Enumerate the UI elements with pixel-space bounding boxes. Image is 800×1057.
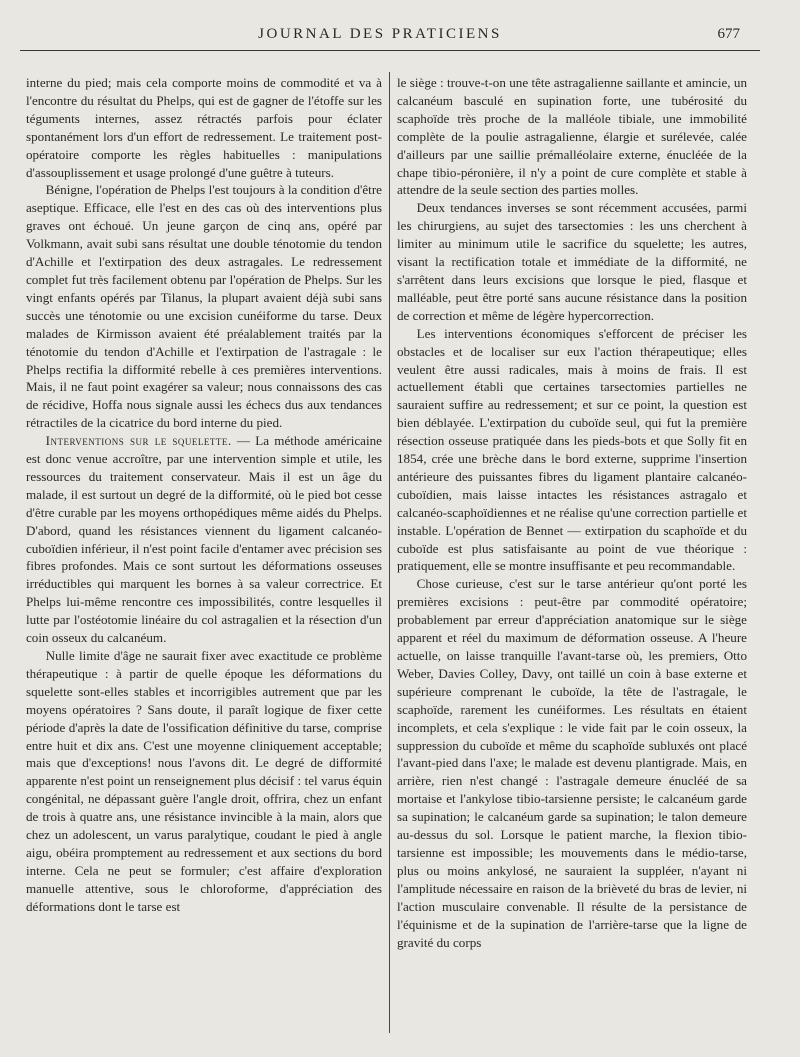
right-column (397, 74, 747, 1037)
paragraph: Nulle limite d'âge ne saurait fixer avec exactitude ce problème thérapeutique : à partir de quelle époque les déformations du squelette sont-elles stables et incorrigibles autrement que par les moyens opératoires ? Sans doute, il paraît logique de fixer cette période d'après la date de l'ossification définitive du tarse, comprise entre huit et dix ans. C'est une moyenne cliniquement acceptable; mais que d'exceptions! nous l'avons dit. Le degré de difformité apparente n'est point un renseignement plus décisif : tel varus équin congénital, ne dépassant guère l'angle droit, offrira, chez un enfant de trois à quatre ans, une résistance invincible à la main, alors que chez un adolescent, un varus paralytique, coudant le pied à angle aigu, obéira promptement au redressement et aux sections du bord interne. Cela ne peut se formuler; c'est affaire d'exploration manuelle attentive, sous le chloroforme, d'appréciation des déformations dont le tarse est (26, 648, 382, 914)
paragraph: Chose curieuse, c'est sur le tarse antérieur qu'ont porté les premières excisions : peut-être par commodité opératoire; probablement par erreur d'appréciation anatomique sur le siège apparent et réel du maximum de déformation osseuse. A l'heure actuelle, on laisse tranquille l'avant-tarse où, les premiers, Otto Weber, Davies Colley, Davy, ont taillé un coin à base externe et supérieure comprenant le cuboïde, la tête de l'astragale, le scaphoïde, rarement les cunéiformes. Les résultats en étaient incomplets, et cela s'explique : le vide fait par le coin osseux, la suppression du cuboïde et même du scaphoïde subluxés ont placé l'avant-pied dans l'axe; le malade est devenu plantigrade. Mais, en arrière, rien n'est changé : l'astragale demeure énucléé de sa mortaise et l'ankylose tibio-tarsienne persiste; le calcanéum garde sa supination; le calcanéum garde sa supination; le talon demeure au-dessus du sol. Lorsque le patient marche, la flexion tibio-tarsienne est impossible; les mouvements dans le médio-tarse, plus ou moins ankylosé, ne sauraient la suppléer, n'ayant ni l'amplitude nécessaire en raison de la brièveté du bras de levier, ni l'action musculaire convenable. Il résulte de la persistance de l'équinisme et de la supination de l'arrière-tarse que la ligne de gravité du corps (397, 576, 747, 950)
running-head (20, 26, 740, 48)
paragraph: Deux tendances inverses se sont récemment accusées, parmi les chirurgiens, au sujet des tarsectomies : les uns cherchent à limiter au minimum utile le sacrifice du squelette; les autres, visant la rectification totale et immédiate de la difformité, ne s'arrêtent dans leurs excisions que lorsque le pied, flasque et malléable, peut être porté sans aucune résistance dans la position de correction et même de légère hypercorrection. (397, 200, 747, 323)
paragraph: le siège : trouve-t-on une tête astragalienne saillante et amincie, un calcanéum basculé en supination forte, une tubérosité du scaphoïde très proche de la malléole tibiale, une immobilité complète de la poulie astragalienne, élargie et surélevée, calée d'ailleurs par une saillie prémalléolaire externe, énucléée de la chape tibio-péronière, il n'y a point de cure complète et stable à attendre de la seule section des parties molles. (397, 75, 747, 198)
paragraph: interne du pied; mais cela comporte moins de commodité et va à l'encontre du résultat du Phelps, qui est de gagner de l'étoffe sur les téguments internes, assez rétractés parfois pour éclater spontanément lors d'un effort de redressement. Le traitement post-opératoire comporte les règles habituelles : manipulations d'assouplissement et usage prolongé d'une guêtre à tuteurs. (26, 75, 382, 180)
paragraph: Bénigne, l'opération de Phelps l'est toujours à la condition d'être aseptique. Efficace, elle l'est en des cas où des interventions plus graves ont échoué. Un jeune garçon de cinq ans, opéré par Volkmann, avait subi sans résultat une double ténotomie du tendon d'Achille et l'extirpation des deux astragales. Le redressement complet fut très facilement obtenu par l'opération de Phelps. Sur les vingt enfants opérés par Tilanus, la plupart avaient déjà subi sans succès une ténotomie ou une excision cunéiforme du tarse. Deux malades de Kirmisson avaient été préalablement traités par la ténotomie du tendon d'Achille et l'extirpation de l'astragale : le Phelps rectifia la difformité rebelle à ces premières interventions. Mais, il ne faut point exagérer sa valeur; nous connaissons des cas de récidive, Hoffa nous signale aussi les échecs dus aux tendances rétractiles de la cicatrice du bord interne du pied. (26, 182, 382, 431)
paragraph: Les interventions économiques s'efforcent de préciser les obstacles et de localiser sur eux l'action thérapeutique; elles veulent être aussi radicales, mais à moins de frais. Il est actuellement établi que certaines tarsectomies partielles ne sauraient suffire au redressement; et sur ce point, la question est bien déblayée. L'extirpation du cuboïde seul, qui fut la première résection osseuse pratiquée dans les pieds-bots et que Solly fit en 1854, crée une brèche dans le bord externe, supprime l'insertion antérieure des puissantes fibres du ligament plantaire calcanéo-cuboïdien, mais laisse intactes les résistances astragalo et calcanéo-scaphoïdiennes et ne réalise qu'une correction partielle et instable. L'opération de Bennet — extirpation du scaphoïde et du cuboïde est plus satisfaisante au point de vue théorique : pratiquement, elle se montre insuffisante et peu recommandable. (397, 325, 747, 574)
journal-title: JOURNAL DES PRATICIENS (258, 26, 502, 42)
header-rule (20, 50, 760, 51)
paragraph-text: — La méthode américaine est donc venue accroître, par une intervention simple et utile, les ressources du traitement conservateur. Mais il est un âge du malade, il est surtout un degré de la difformité, où le pied bot cesse d'être curable par les moyens orthopédiques même aidés du Phelps. D'abord, quand les résistances viennent du ligament calcanéo-cuboïdien inférieur, il n'est point facile d'entamer avec précision ses fibres profondes. Mais ce sont surtout les déformations osseuses irréductibles qui marquent les bornes à sa valeur correctrice. Et Phelps lui-même rencontre ces impossibilités, contre lesquelles il lutte par l'ostéotomie linéaire du col astragalien et la résection d'un coin osseux du calcanéum. (26, 433, 382, 646)
paragraph-with-heading (26, 432, 382, 647)
section-heading: Interventions sur le squelette. (45, 433, 232, 449)
left-column (26, 74, 382, 1037)
column-divider (389, 72, 390, 1033)
page-number: 677 (717, 26, 740, 42)
